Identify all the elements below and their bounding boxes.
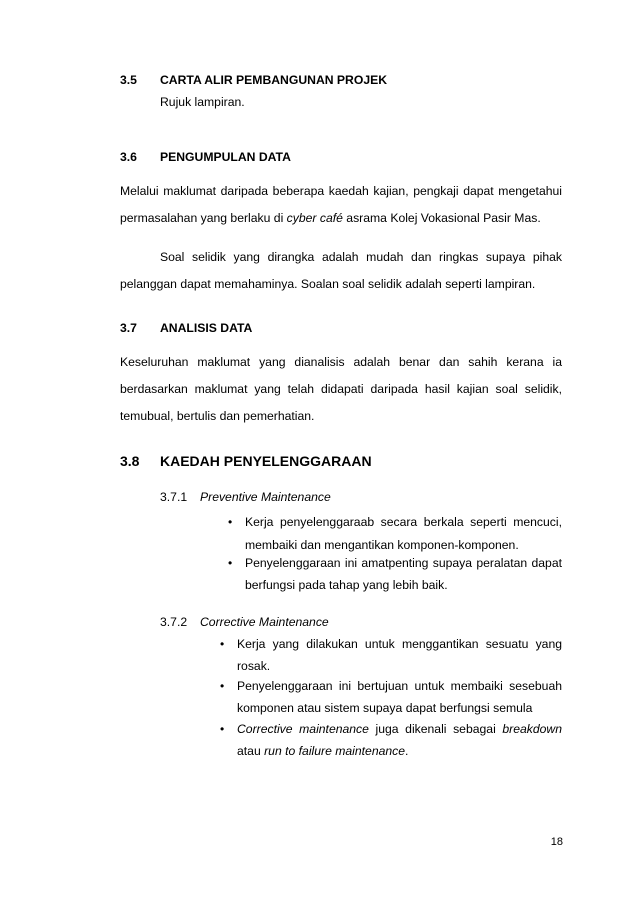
list-item-line: Corrective maintenance juga dikenali sebagai breakdown [237, 722, 562, 736]
subsection-number: 3.7.1 [160, 490, 188, 504]
section-3-6-number: 3.6 [120, 150, 137, 164]
list-item-line: Kerja yang dilakukan untuk menggantikan sesuatu yang [237, 637, 562, 651]
section-3-7-number: 3.7 [120, 321, 137, 335]
paragraph-line: temubual, bertulis dan pemerhatian. [120, 409, 315, 423]
section-3-5-text: Rujuk lampiran. [160, 95, 245, 109]
section-3-5-number: 3.5 [120, 73, 137, 87]
section-3-5-title: CARTA ALIR PEMBANGUNAN PROJEK [160, 73, 388, 87]
list-item-line: membaiki dan mengantikan komponen-komponen. [245, 538, 519, 552]
section-3-8-title: KAEDAH PENYELENGGARAAN [160, 453, 372, 469]
list-item-line: komponen atau sistem supaya dapat berfungsi semula [237, 701, 533, 715]
bullet-icon: • [220, 722, 225, 736]
paragraph-line: Melalui maklumat daripada beberapa kaedah kajian, pengkaji dapat mengetahui [120, 184, 562, 198]
subsection-title: Preventive Maintenance [200, 490, 331, 504]
paragraph-line: permasalahan yang berlaku di cyber café asrama Kolej Vokasional Pasir Mas. [120, 211, 541, 225]
section-3-7-title: ANALISIS DATA [160, 321, 253, 335]
list-item-line: atau run to failure maintenance. [237, 744, 409, 758]
emphasis-text: cyber café [286, 211, 343, 225]
section-3-6-title: PENGUMPULAN DATA [160, 150, 291, 164]
paragraph-line: pelanggan dapat memahaminya. Soalan soal selidik adalah seperti lampiran. [120, 277, 536, 291]
paragraph-line: Soal selidik yang dirangka adalah mudah dan ringkas supaya pihak [160, 250, 562, 264]
paragraph-line: Keseluruhan maklumat yang dianalisis adalah benar dan sahih kerana ia [120, 355, 562, 369]
subsection-number: 3.7.2 [160, 615, 188, 629]
bullet-icon: • [220, 637, 225, 651]
list-item-line: Penyelenggaraan ini bertujuan untuk membaiki sesebuah [237, 679, 562, 693]
section-3-8-number: 3.8 [120, 453, 140, 469]
list-item-line: Penyelenggaraan ini amatpenting supaya peralatan dapat [245, 556, 562, 570]
bullet-icon: • [228, 515, 233, 529]
list-item-line: berfungsi pada tahap yang lebih baik. [245, 578, 448, 592]
bullet-icon: • [228, 556, 233, 570]
list-item-line: Kerja penyelenggaraab secara berkala seperti mencuci, [245, 515, 562, 529]
list-item-line: rosak. [237, 659, 271, 673]
bullet-icon: • [220, 679, 225, 693]
page-number: 18 [550, 836, 563, 848]
paragraph-line: berdasarkan maklumat yang telah didapati daripada hasil kajian soal selidik, [120, 382, 562, 396]
subsection-title: Corrective Maintenance [200, 615, 329, 629]
